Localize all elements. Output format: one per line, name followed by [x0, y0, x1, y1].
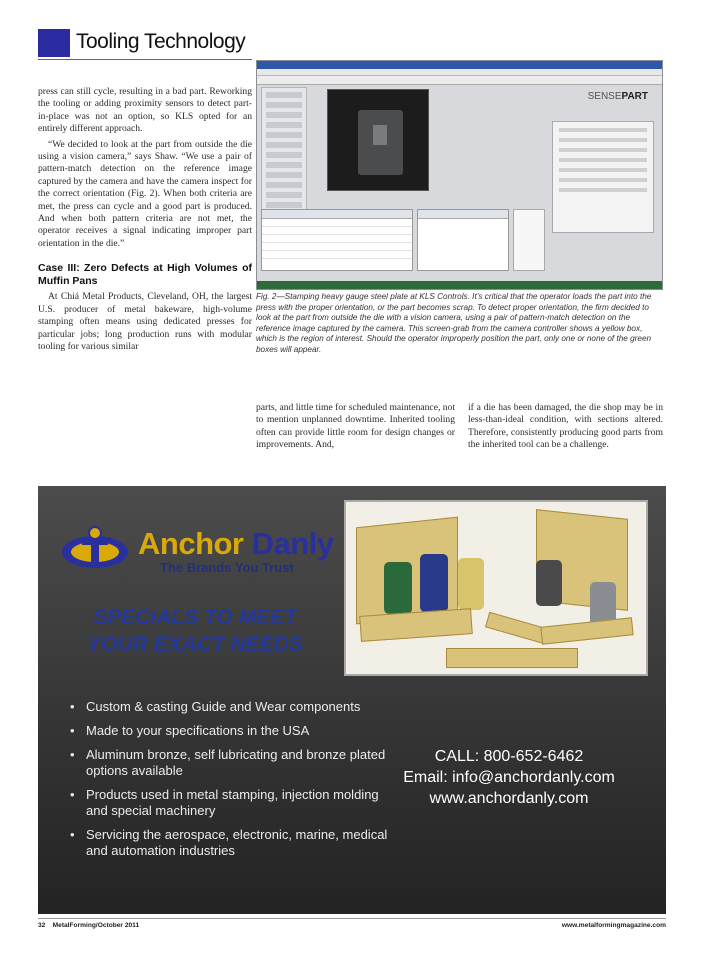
camera-view — [327, 89, 429, 191]
bullet-text: Custom & casting Guide and Wear components — [86, 699, 361, 714]
header-rule — [38, 59, 252, 60]
article-paragraph: press can still cycle, resulting in a bad part. Reworking the tooling or adding proximity sensors to detect part-in-place was not an option, so KLS opted for an entirely different approach. — [38, 86, 252, 135]
contact-website[interactable]: www.anchordanly.com — [429, 790, 589, 807]
article-paragraph: parts, and little time for scheduled maintenance, not to mention unplanned downtime. Inherited tooling often can provide little room for design changes or improvements. And, — [256, 402, 456, 451]
bullet-icon: • — [70, 747, 75, 762]
app-menubar — [257, 69, 662, 76]
product-photo — [344, 500, 648, 676]
settings-grid — [417, 209, 509, 271]
brand-danly: Danly — [243, 526, 334, 561]
article-paragraph: At Chiá Metal Products, Cleveland, OH, the largest U.S. producer of metal bakeware, high-volume stamping often means using dedicated presses for particular jobs; long production runs with modular tooling for various similar — [38, 291, 252, 352]
app-logo — [588, 91, 648, 102]
article-column-1 — [38, 86, 252, 356]
list-item — [68, 747, 398, 779]
case-heading: Case III: Zero Defects at High Volumes of Muffin Pans — [38, 262, 252, 287]
advertisement — [38, 486, 666, 914]
bullet-icon: • — [70, 723, 75, 738]
contact-email[interactable]: Email: info@anchordanly.com — [403, 769, 615, 786]
side-grid — [513, 209, 545, 271]
app-statusbar — [257, 281, 662, 289]
bullet-icon: • — [70, 787, 75, 802]
ad-brand — [138, 526, 334, 562]
headline-line: SPECIALS TO MEET — [93, 606, 297, 629]
contact-phone: CALL: 800-652-6462 — [434, 748, 584, 765]
section-title: Tooling Technology — [76, 30, 246, 53]
section-marker — [38, 29, 70, 57]
app-toolbar — [257, 76, 662, 85]
figure-screenshot — [256, 60, 663, 290]
ad-bullet-list — [68, 699, 398, 867]
brand-anchor: Anchor — [138, 526, 244, 561]
bullet-text: Made to your specifications in the USA — [86, 723, 310, 738]
list-item — [68, 787, 398, 819]
bullet-text: Aluminum bronze, self lubricating and bronze plated options available — [86, 747, 386, 778]
bullet-icon: • — [70, 827, 75, 842]
logo-light: SENSE — [587, 91, 622, 102]
app-titlebar — [257, 61, 662, 69]
list-item — [68, 827, 398, 859]
article-column-3 — [468, 402, 663, 455]
figure-caption: Fig. 2—Stamping heavy gauge steel plate at KLS Controls. It’s critical that the operator loads the part into the press with the proper orientation, or the part becomes scrap. To detect proper orientation, the firm decided to look at the part from outside the die with a vision camera, using a pair of pattern-match detection on the reference image captured by the camera. This screen-grab from the camera controller shows a yellow box, which is the region of interest. Should the operator improperly position the part, only one or none of the green boxes will appear. — [256, 292, 652, 354]
article-paragraph: “We decided to look at the part from outside the die using a vision camera,” says Shaw. “We use a pair of pattern-match detection on the reference image captured by the camera and have the camera inspect for the correct orientation (Fig. 2). When both criteria are met, the press can cycle and a good part is produced. And when both pattern criteria are not met, the operator receives a signal indicating improper part orientation in the die.” — [38, 138, 252, 249]
bullet-text: Products used in metal stamping, injection molding and special machinery — [86, 787, 379, 818]
logo-bold: PART — [621, 91, 648, 102]
app-right-panel — [552, 121, 654, 233]
bullet-text: Servicing the aerospace, electronic, marine, medical and automation industries — [86, 827, 388, 858]
anchor-logo-icon — [60, 526, 130, 572]
headline-line: YOUR EXACT NEEDS — [87, 633, 303, 656]
footer-page-info: 32 MetalForming/October 2011 — [38, 922, 140, 929]
list-item — [68, 699, 398, 715]
ad-contact — [374, 746, 644, 809]
footer-rule — [38, 918, 666, 919]
article-column-2 — [256, 402, 455, 455]
footer-website: www.metalformingmagazine.com — [561, 922, 666, 929]
list-item — [68, 723, 398, 739]
article-paragraph: if a die has been damaged, the die shop may be in less-than-ideal condition, with sections altered. Therefore, consistently producing good parts from the inherited tool can be a challenge. — [468, 402, 663, 451]
ad-headline — [60, 604, 330, 658]
results-grid — [261, 209, 413, 271]
bullet-icon: • — [70, 699, 75, 714]
ad-tagline: The Brands You Trust — [160, 560, 294, 575]
